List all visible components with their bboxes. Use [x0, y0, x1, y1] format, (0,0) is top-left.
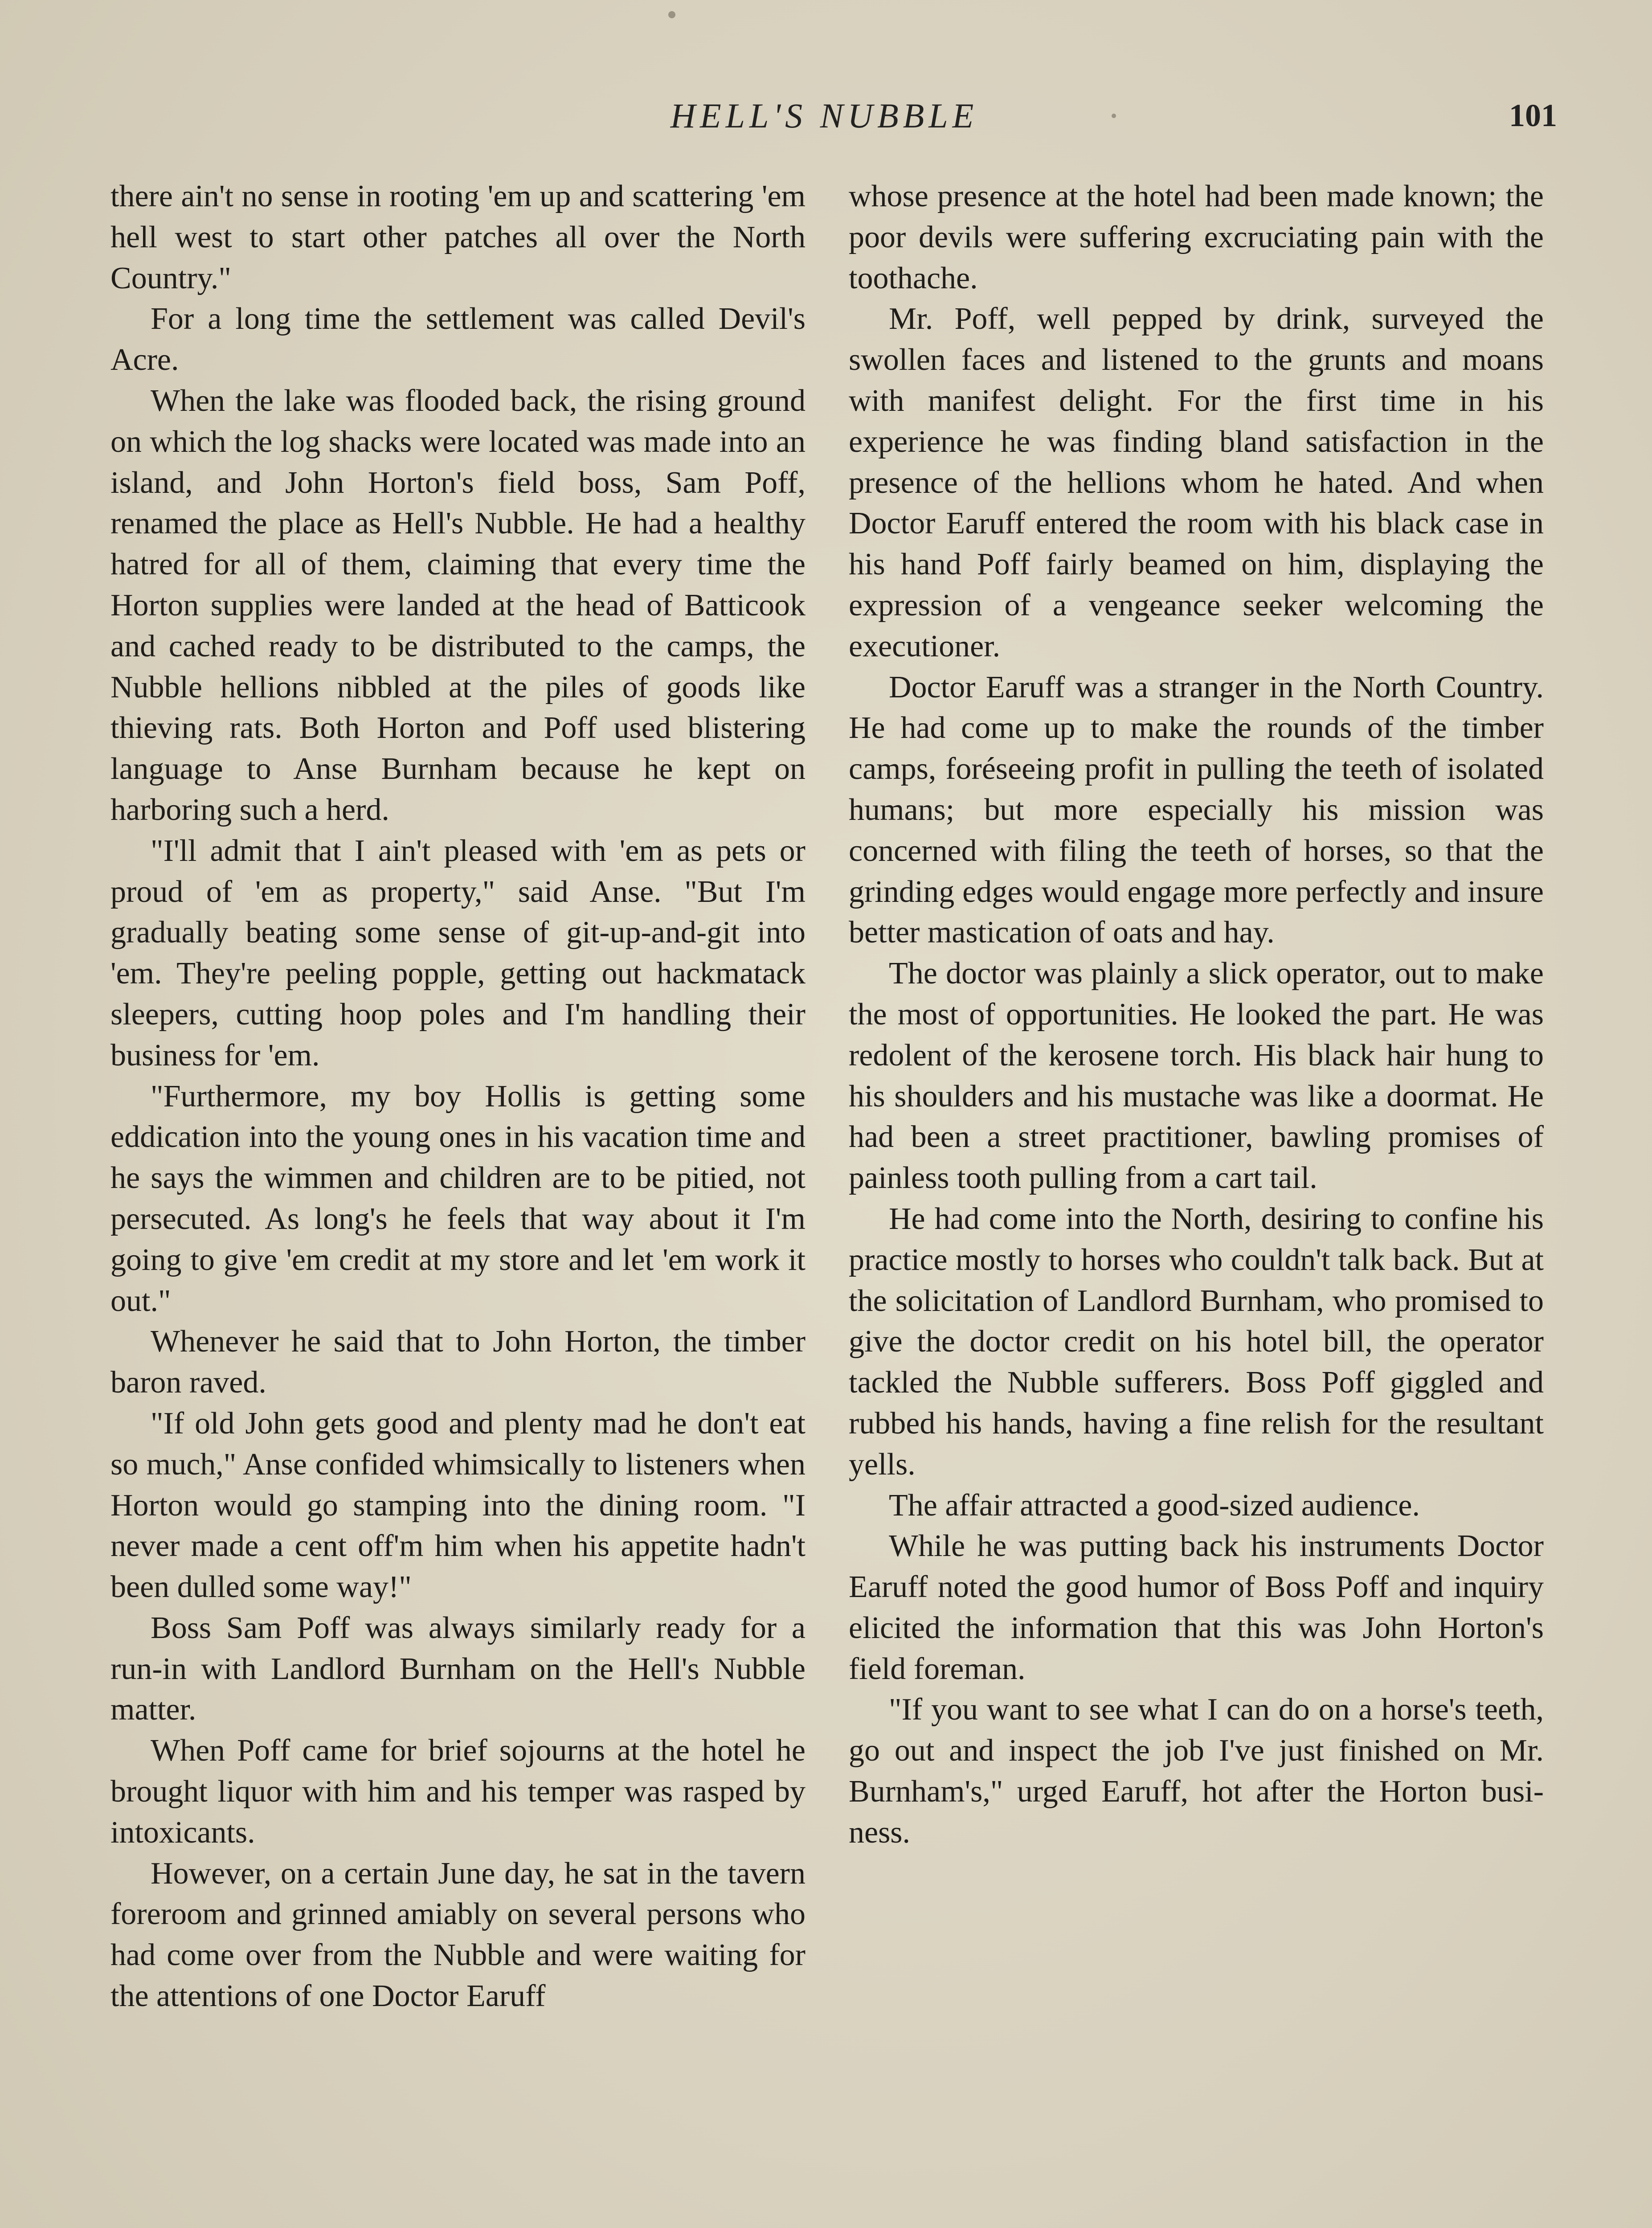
paragraph: While he was putting back his instruments Doctor Earuff noted the good humor of Boss Poff and inquiry elicited the information that this was John Horton's field foreman. — [849, 1529, 1544, 1686]
paragraph: "Furthermore, my boy Hollis is getting some eddication into the young ones in his vacation time and he says the wimmen and children are to be pitied, not persecuted. As long's he feels that way about it I'm going to give 'em credit at my store and let 'em work it out." — [110, 1079, 806, 1318]
page-number: 101 — [1509, 98, 1557, 133]
paragraph: For a long time the settlement was called Devil's Acre. — [110, 302, 806, 377]
left-column — [110, 176, 806, 2017]
paragraph: "If old John gets good and plenty mad he don't eat so much," Anse confided whimsically to listeners when Horton would go stamping into the dining room. "I never made a cent off'm him when his appetite hadn't been dulled some way!" — [110, 1406, 806, 1605]
paragraph: there ain't no sense in rooting 'em up and scattering 'em hell west to start other patches all over the North Country." — [110, 179, 806, 295]
running-title: HELL'S NUBBLE — [670, 96, 978, 135]
paper-speck — [1112, 114, 1116, 118]
paragraph: However, on a certain June day, he sat in the tavern foreroom and grinned amiably on several persons who had come over from the Nubble and were waiting for the attentions of one Doctor Earuff — [110, 1856, 806, 2014]
paragraph: Mr. Poff, well pepped by drink, surveyed the swollen faces and listened to the grunts and moans with manifest delight. For the first time in his experience he was finding bland satisfaction in the presence of the hellions whom he hated. And when Doctor Earuff entered the room with his black case in his hand Poff fairly beamed on him, displaying the expression of a vengeance seeker welcoming the executioner. — [849, 302, 1544, 663]
paragraph: Whenever he said that to John Horton, the timber baron raved. — [110, 1324, 806, 1400]
paragraph: "If you want to see what I can do on a horse's teeth, go out and inspect the job I've just finished on Mr. Burnham's," urged Earuff, hot after the Horton business. — [849, 1692, 1544, 1850]
paragraph: Boss Sam Poff was always similarly ready for a run-in with Landlord Burnham on the Hell's Nubble matter. — [110, 1610, 806, 1727]
paper-speck — [668, 11, 675, 18]
paragraph: The affair attracted a good-sized audience. — [889, 1488, 1420, 1523]
paragraph: whose presence at the hotel had been made known; the poor devils were suffering excruciating pain with the toothache. — [849, 179, 1544, 295]
paragraph: When Poff came for brief sojourns at the hotel he brought liquor with him and his temper was rasped by intoxicants. — [110, 1733, 806, 1850]
paragraph: "I'll admit that I ain't pleased with 'em as pets or proud of 'em as property," said Anse. "But I'm gradually beating some sense of git-up-and-git into 'em. They're peeling popple, getting out hackmatack sleepers, cutting hoop poles and I'm handling their business for 'em. — [110, 833, 806, 1073]
paragraph: Doctor Earuff was a stranger in the North Country. He had come up to make the rounds of the timber camps, foréseeing profit in pulling the teeth of isolated humans; but more especially his mission was concerned with filing the teeth of horses, so that the grinding edges would engage more perfectly and insure better mastication of oats and hay. — [849, 670, 1544, 950]
paragraph: When the lake was flooded back, the rising ground on which the log shacks were located was made into an island, and John Horton's field boss, Sam Poff, renamed the place as Hell's Nubble. He had a healthy hatred for all of them, claiming that every time the Horton supplies were landed at the head of Batticook and cached ready to be distributed to the camps, the Nubble hellions nibbled at the piles of goods like thieving rats. Both Horton and Poff used blistering language to Anse Burnham because he kept on harboring such a herd. — [110, 383, 806, 827]
paragraph: He had come into the North, desiring to confine his practice mostly to horses who couldn't talk back. But at the solicitation of Landlord Burnham, who promised to give the doctor credit on his hotel bill, the operator tackled the Nubble sufferers. Boss Poff giggled and rubbed his hands, having a fine relish for the resultant yells. — [849, 1201, 1544, 1482]
right-column — [849, 176, 1544, 1853]
paragraph: The doctor was plainly a slick operator, out to make the most of opportunities. He looked the part. He was redolent of the kerosene torch. His black hair hung to his shoulders and his mustache was like a doormat. He had been a street practitioner, bawling promises of painless tooth pulling from a cart tail. — [849, 956, 1544, 1196]
